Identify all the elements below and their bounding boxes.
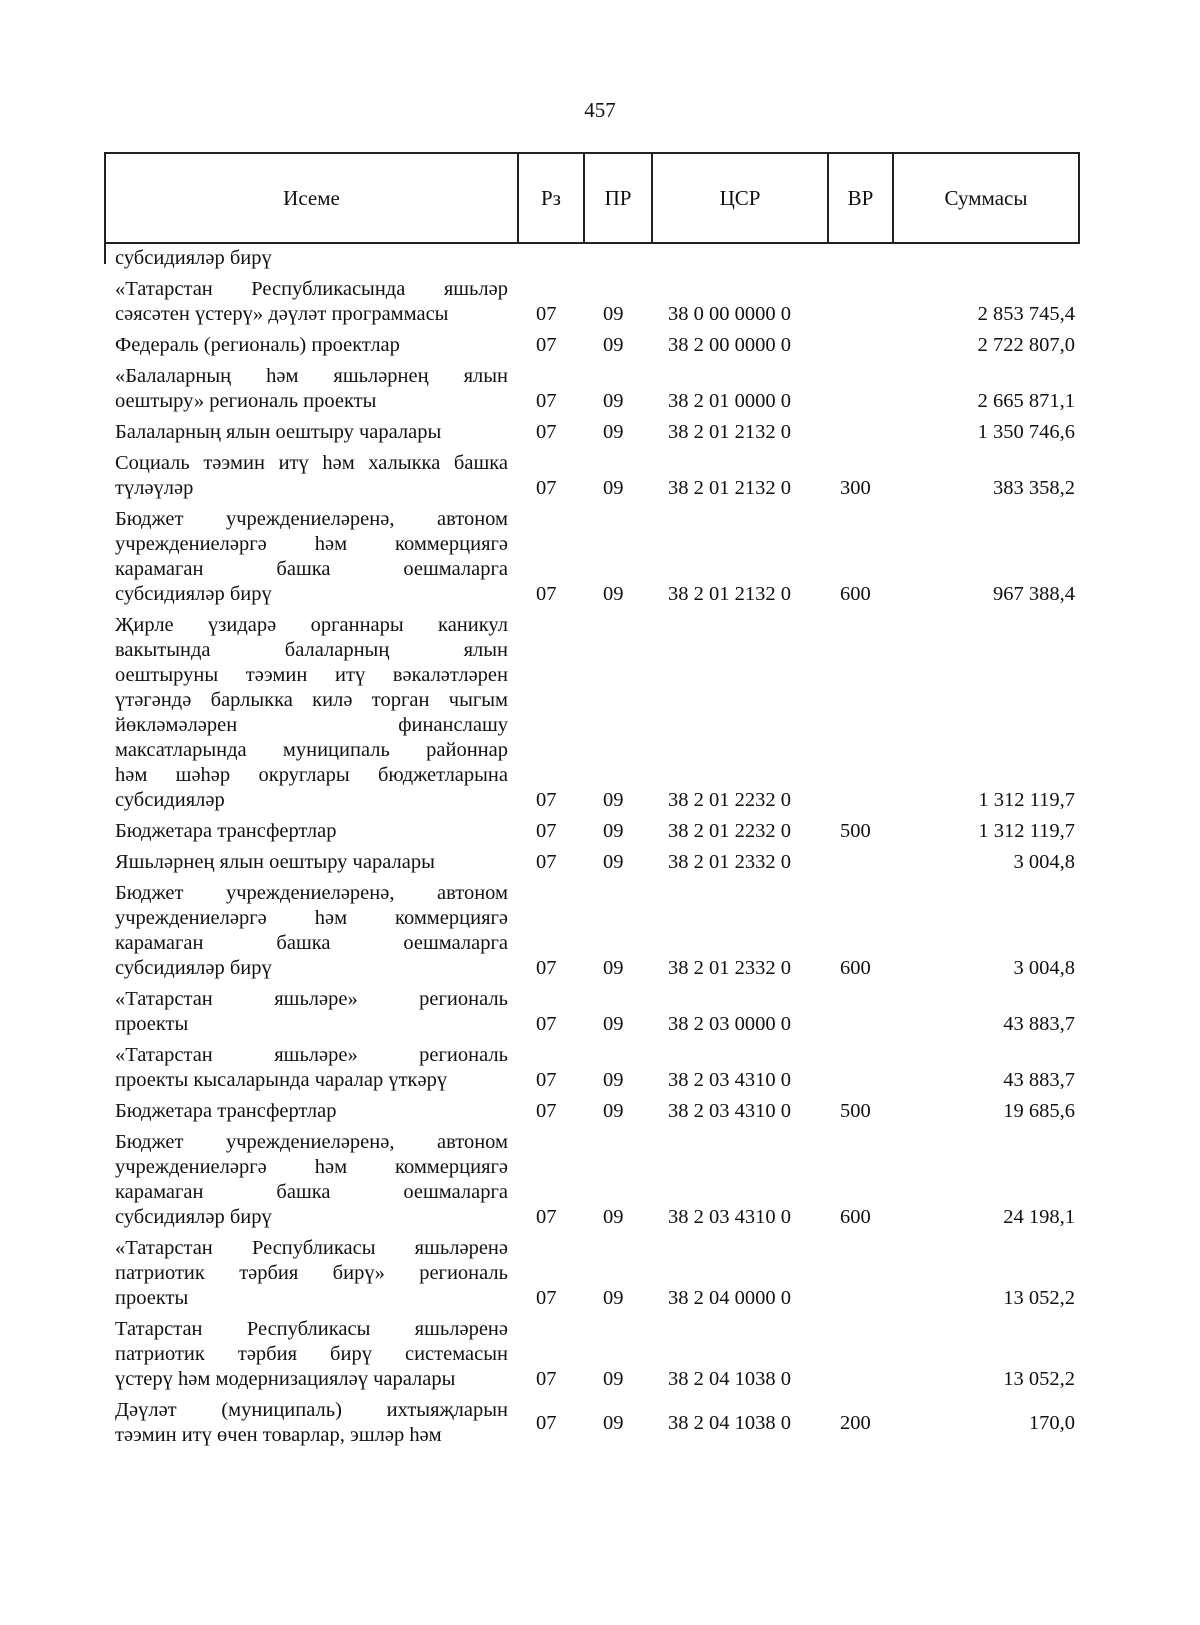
row-sum: 3 004,8 (1013, 957, 1075, 979)
row-sum: 2 853 745,4 (977, 303, 1075, 325)
row-vr: 600 (840, 583, 871, 605)
row-name-line: һәм шәһәр округлары бюджетларына (115, 764, 508, 786)
row-pr: 09 (603, 1100, 624, 1122)
row-csr: 38 2 03 4310 0 (668, 1100, 791, 1122)
row-pr: 09 (603, 583, 624, 605)
row-name-line: оештыруны тәэмин итү вәкаләтләрен (115, 664, 508, 686)
row-sum: 383 358,2 (993, 477, 1075, 499)
table-row (0, 1130, 1200, 1230)
row-name-line: учреждениеләргә һәм коммерциягә (115, 907, 508, 929)
row-name-line: субсидияләр (115, 789, 225, 811)
row-name (115, 1236, 508, 1311)
row-name-line: «Татарстан яшьләре» региональ (115, 988, 508, 1010)
row-pr: 09 (603, 1206, 624, 1228)
row-vr: 200 (840, 1411, 871, 1434)
row-name-line: учреждениеләргә һәм коммерциягә (115, 533, 508, 555)
row-csr: 38 2 01 2132 0 (668, 421, 791, 443)
table-row (0, 1043, 1200, 1093)
row-name-line: Бюджет учреждениеләренә, автоном (115, 882, 508, 904)
row-name-line: йөкләмәләрен финанслашу (115, 714, 508, 736)
row-rz: 07 (536, 477, 557, 499)
row-sum: 13 052,2 (1003, 1287, 1075, 1309)
header-rz: Рз (517, 154, 583, 242)
row-rz: 07 (536, 421, 557, 443)
row-rz: 07 (536, 1206, 557, 1228)
row-pr: 09 (603, 789, 624, 811)
row-pr: 09 (603, 1368, 624, 1390)
row-name-line: максатларында муниципаль районнар (115, 739, 508, 761)
row-name (115, 1099, 508, 1124)
row-name-line: субсидияләр бирү (115, 247, 272, 269)
row-csr: 38 2 03 4310 0 (668, 1069, 791, 1091)
row-name (115, 881, 508, 981)
row-rz: 07 (536, 390, 557, 412)
row-name-line: Җирле үзидарә органнары каникул (115, 614, 508, 636)
table-header (104, 152, 1080, 244)
row-name-line: Бюджетара трансфертлар (115, 820, 337, 842)
row-name (115, 1317, 508, 1392)
table-row (0, 850, 1200, 875)
row-rz: 07 (536, 820, 557, 842)
row-name-line: проекты (115, 1013, 189, 1035)
row-pr: 09 (603, 303, 624, 325)
row-rz: 07 (536, 1368, 557, 1390)
row-name-line: оештыру» региональ проекты (115, 390, 377, 412)
row-name (115, 451, 508, 501)
row-name-line: «Татарстан яшьләре» региональ (115, 1044, 508, 1066)
row-name-line: тәэмин итү өчен товарлар, эшләр һәм (115, 1424, 442, 1446)
row-name-line: Бюджет учреждениеләренә, автоном (115, 1131, 508, 1153)
row-name (115, 507, 508, 607)
row-pr: 09 (603, 1287, 624, 1309)
row-pr: 09 (603, 820, 624, 842)
row-name-line: субсидияләр бирү (115, 583, 272, 605)
row-name-line: карамаган башка оешмаларга (115, 558, 508, 580)
row-name (115, 277, 508, 327)
table-row (0, 246, 1200, 271)
row-name-line: патриотик тәрбия бирү системасын (115, 1343, 508, 1365)
row-csr: 38 2 01 2132 0 (668, 583, 791, 605)
row-name-line: Балаларның ялын оештыру чаралары (115, 421, 442, 443)
table-row (0, 420, 1200, 445)
row-name-line: Бюджетара трансфертлар (115, 1100, 337, 1122)
row-name-line: Яшьләрнең ялын оештыру чаралары (115, 851, 435, 873)
row-rz: 07 (536, 1287, 557, 1309)
row-pr: 09 (603, 477, 624, 499)
row-rz: 07 (536, 1100, 557, 1122)
row-name (115, 246, 508, 271)
row-name-line: карамаган башка оешмаларга (115, 1181, 508, 1203)
row-name-line: үтәгәндә барлыкка килә торган чыгым (115, 689, 508, 711)
row-csr: 38 2 01 2332 0 (668, 851, 791, 873)
row-csr: 38 2 01 0000 0 (668, 390, 791, 412)
row-vr: 500 (840, 1100, 871, 1122)
row-rz: 07 (536, 789, 557, 811)
row-csr: 38 2 03 4310 0 (668, 1206, 791, 1228)
table-row (0, 1317, 1200, 1392)
table-row (0, 819, 1200, 844)
row-name (115, 1043, 508, 1093)
table-row (0, 333, 1200, 358)
row-pr: 09 (603, 1069, 624, 1091)
row-vr: 600 (840, 1206, 871, 1228)
table-row (0, 451, 1200, 501)
row-rz: 07 (536, 1013, 557, 1035)
row-name-line: проекты (115, 1287, 189, 1309)
row-sum: 2 665 871,1 (977, 390, 1075, 412)
table-row (0, 507, 1200, 607)
row-csr: 38 2 00 0000 0 (668, 334, 791, 356)
row-sum: 24 198,1 (1003, 1206, 1075, 1228)
row-name-line: түләүләр (115, 477, 194, 499)
header-name: Исеме (283, 185, 340, 210)
table-row (0, 1398, 1200, 1448)
row-csr: 38 2 01 2132 0 (668, 477, 791, 499)
header-vr: ВР (827, 154, 892, 242)
row-name-line: учреждениеләргә һәм коммерциягә (115, 1156, 508, 1178)
row-name-line: карамаган башка оешмаларга (115, 932, 508, 954)
row-name (115, 1130, 508, 1230)
row-name-line: субсидияләр бирү (115, 1206, 272, 1228)
row-csr: 38 2 04 1038 0 (668, 1411, 791, 1434)
row-name-line: Федераль (региональ) проектлар (115, 334, 400, 356)
row-sum: 1 312 119,7 (978, 820, 1075, 842)
row-sum: 3 004,8 (1013, 851, 1075, 873)
row-vr: 500 (840, 820, 871, 842)
row-rz: 07 (536, 303, 557, 325)
table-row (0, 1236, 1200, 1311)
row-sum: 1 312 119,7 (978, 789, 1075, 811)
row-name-line: сәясәтен үстерү» дәүләт программасы (115, 303, 449, 325)
row-rz: 07 (536, 334, 557, 356)
row-name-line: Бюджет учреждениеләренә, автоном (115, 508, 508, 530)
row-sum: 43 883,7 (1003, 1013, 1075, 1035)
row-vr: 300 (840, 477, 871, 499)
row-csr: 38 2 01 2232 0 (668, 789, 791, 811)
row-name (115, 333, 508, 358)
row-csr: 38 2 04 0000 0 (668, 1287, 791, 1309)
row-sum: 19 685,6 (1003, 1100, 1075, 1122)
row-name (115, 364, 508, 414)
row-rz: 07 (536, 851, 557, 873)
row-pr: 09 (603, 957, 624, 979)
table-row (0, 277, 1200, 327)
row-name-line: вакытында балаларның ялын (115, 639, 508, 661)
row-rz: 07 (536, 1411, 557, 1434)
row-sum: 2 722 807,0 (977, 334, 1075, 356)
row-sum: 1 350 746,6 (977, 421, 1075, 443)
row-name (115, 420, 508, 445)
row-name-line: Дәүләт (муниципаль) ихтыяҗларын (115, 1399, 508, 1421)
row-name-line: «Татарстан Республикасында яшьләр (115, 278, 508, 300)
row-pr: 09 (603, 1411, 624, 1434)
row-name-line: Социаль тәэмин итү һәм халыкка башка (115, 452, 508, 474)
row-name-line: патриотик тәрбия бирү» региональ (115, 1262, 508, 1284)
row-pr: 09 (603, 334, 624, 356)
row-csr: 38 2 04 1038 0 (668, 1368, 791, 1390)
row-csr: 38 2 01 2232 0 (668, 820, 791, 842)
row-sum: 170,0 (1028, 1411, 1075, 1434)
table-row (0, 613, 1200, 813)
row-sum: 967 388,4 (993, 583, 1075, 605)
row-pr: 09 (603, 1013, 624, 1035)
row-name (115, 987, 508, 1037)
row-name-line: үстерү һәм модернизацияләү чаралары (115, 1368, 456, 1390)
row-csr: 38 2 01 2332 0 (668, 957, 791, 979)
header-csr: ЦСР (651, 154, 827, 242)
row-name-line: Татарстан Республикасы яшьләренә (115, 1318, 508, 1340)
row-rz: 07 (536, 1069, 557, 1091)
row-name (115, 613, 508, 813)
table-row (0, 364, 1200, 414)
table-row (0, 881, 1200, 981)
table-row (0, 1099, 1200, 1124)
row-name-line: «Балаларның һәм яшьләрнең ялын (115, 365, 508, 387)
row-pr: 09 (603, 390, 624, 412)
page-number: 457 (584, 98, 616, 122)
row-csr: 38 0 00 0000 0 (668, 303, 791, 325)
row-rz: 07 (536, 957, 557, 979)
row-sum: 13 052,2 (1003, 1368, 1075, 1390)
header-sum: Суммасы (892, 154, 1078, 242)
table-row (0, 987, 1200, 1037)
header-pr: ПР (583, 154, 651, 242)
row-vr: 600 (840, 957, 871, 979)
row-pr: 09 (603, 851, 624, 873)
row-name-line: проекты кысаларында чаралар үткәрү (115, 1069, 448, 1091)
row-sum: 43 883,7 (1003, 1069, 1075, 1091)
row-name (115, 1398, 508, 1448)
row-name (115, 819, 508, 844)
row-name-line: субсидияләр бирү (115, 957, 272, 979)
row-csr: 38 2 03 0000 0 (668, 1013, 791, 1035)
row-pr: 09 (603, 421, 624, 443)
row-name (115, 850, 508, 875)
row-rz: 07 (536, 583, 557, 605)
row-name-line: «Татарстан Республикасы яшьләренә (115, 1237, 508, 1259)
